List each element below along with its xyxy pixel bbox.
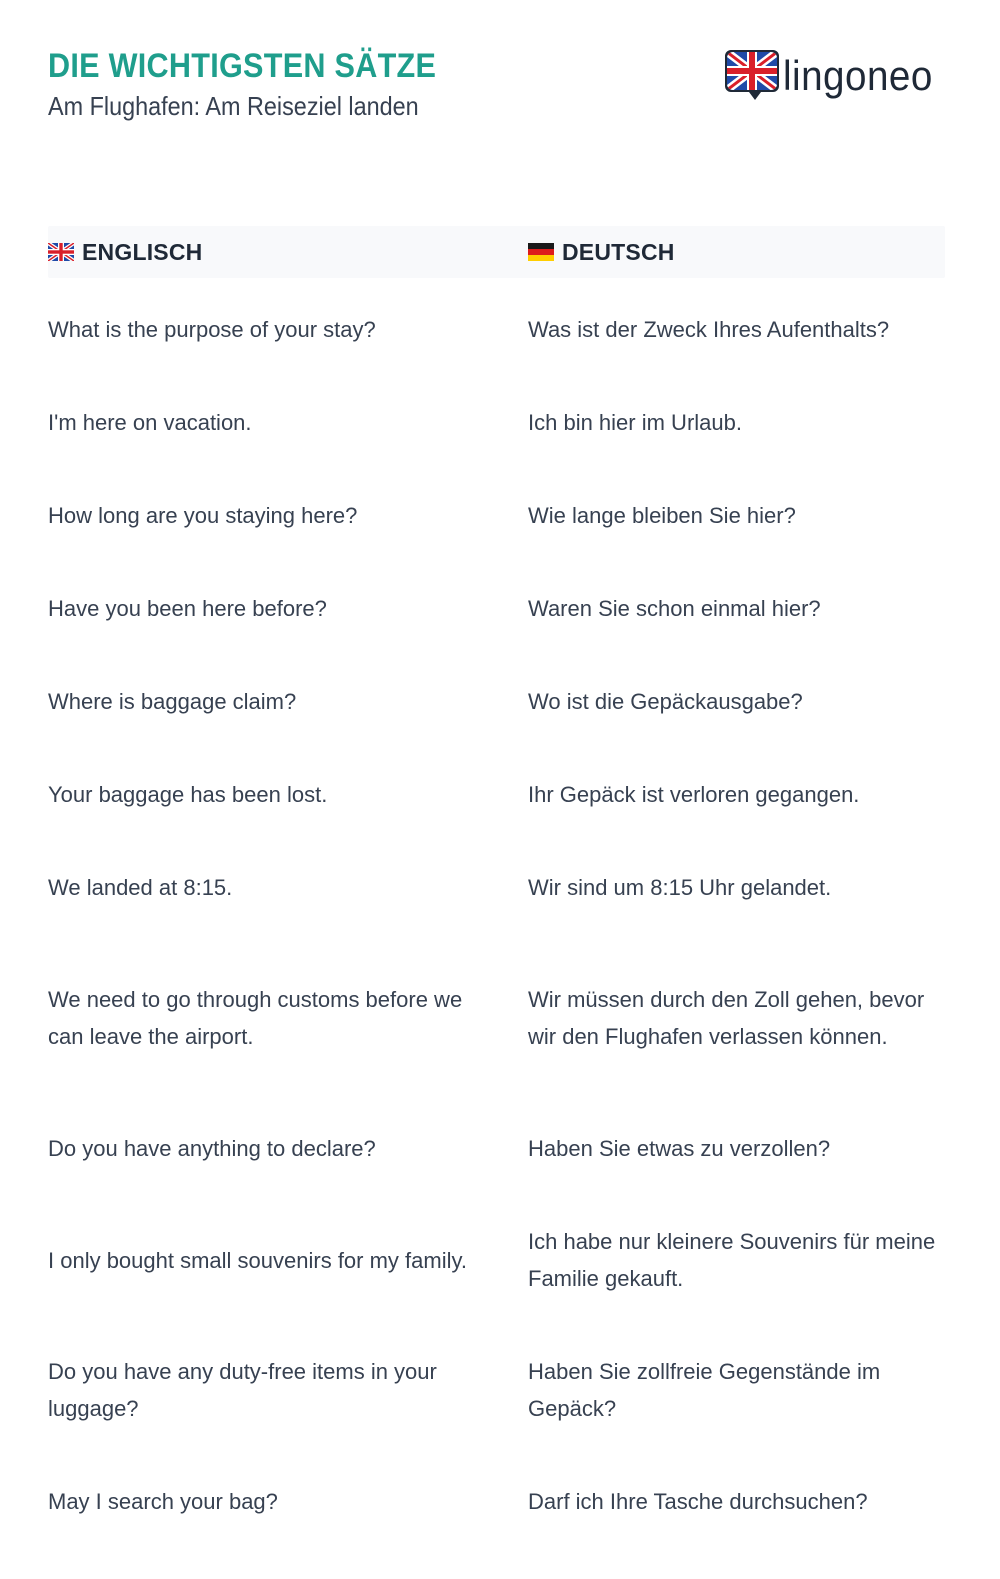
page-header (48, 44, 479, 124)
uk-flag-speech-bubble-icon (725, 50, 779, 102)
german-phrase: Haben Sie zollfreie Gegenstände im Gepäck? (528, 1359, 881, 1421)
german-phrase: Wie lange bleiben Sie hier? (528, 503, 796, 528)
table-row (48, 376, 945, 469)
german-phrase: Ihr Gepäck ist verloren gegangen. (528, 782, 860, 807)
page-title: DIE WICHTIGSTEN SÄTZE (48, 47, 437, 85)
table-row (48, 1325, 945, 1455)
column-label-german: DEUTSCH (562, 238, 675, 265)
table-row (48, 1102, 945, 1195)
column-header-english (48, 239, 528, 266)
english-phrase: I only bought small souvenirs for my family. (48, 1247, 467, 1273)
table-header (48, 226, 945, 278)
english-phrase: We landed at 8:15. (48, 875, 233, 900)
german-phrase: Ich bin hier im Urlaub. (528, 410, 742, 435)
uk-flag-icon (48, 243, 74, 261)
english-phrase: May I search your bag? (48, 1489, 278, 1514)
logo-text: lingoneo (783, 52, 933, 99)
german-phrase: Darf ich Ihre Tasche durchsuchen? (528, 1489, 868, 1514)
german-phrase: Waren Sie schon einmal hier? (528, 596, 821, 621)
english-phrase: Have you been here before? (48, 596, 327, 621)
english-phrase: Do you have anything to declare? (48, 1136, 376, 1161)
column-header-german (528, 239, 945, 266)
table-row (48, 1455, 945, 1548)
table-row (48, 748, 945, 841)
table-row (48, 655, 945, 748)
german-phrase: Wir sind um 8:15 Uhr gelandet. (528, 875, 832, 900)
english-phrase: Where is baggage claim? (48, 689, 297, 714)
german-phrase: Wir müssen durch den Zoll gehen, bevor wir den Flughafen verlassen können. (528, 987, 925, 1049)
english-phrase: Do you have any duty-free items in your luggage? (48, 1359, 437, 1421)
table-row (48, 562, 945, 655)
english-phrase: What is the purpose of your stay? (48, 317, 376, 342)
table-row (48, 934, 945, 1102)
german-phrase: Haben Sie etwas zu verzollen? (528, 1136, 831, 1161)
table-row (48, 469, 945, 562)
german-flag-icon (528, 243, 554, 261)
table-row (48, 283, 945, 376)
english-phrase: How long are you staying here? (48, 503, 358, 528)
english-phrase: I'm here on vacation. (48, 410, 252, 435)
german-phrase: Ich habe nur kleinere Souvenirs für meine Familie gekauft. (528, 1229, 936, 1291)
english-phrase: Your baggage has been lost. (48, 782, 328, 807)
page-subtitle: Am Flughafen: Am Reiseziel landen (48, 91, 419, 121)
table-row (48, 841, 945, 934)
table-row (48, 1195, 945, 1325)
english-phrase: We need to go through customs before we can leave the airport. (48, 987, 463, 1049)
column-label-english: ENGLISCH (82, 238, 203, 265)
lingoneo-logo[interactable] (725, 50, 946, 102)
german-phrase: Wo ist die Gepäckausgabe? (528, 689, 803, 714)
german-phrase: Was ist der Zweck Ihres Aufenthalts? (528, 317, 890, 342)
phrase-table (48, 226, 945, 1548)
